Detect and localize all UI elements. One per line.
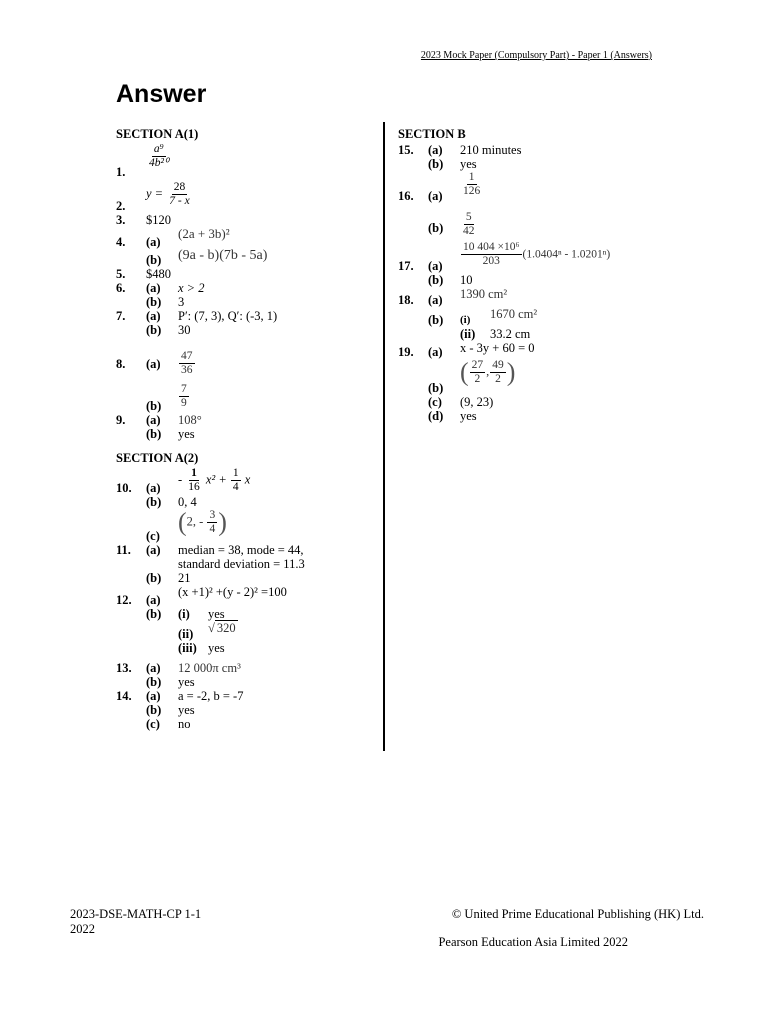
answer-q13b: (b) yes bbox=[146, 675, 195, 689]
answer-q8b: (b) $\frac{7}{9}$ bbox=[146, 383, 187, 413]
answer-q14b: (b) yes bbox=[146, 703, 195, 717]
answer-q12b-ii: (ii) √ 320 bbox=[178, 621, 236, 641]
answer-q6b: (b) 3 bbox=[146, 295, 185, 309]
footer-copyright-2: Pearson Education Asia Limited 2022 bbox=[438, 935, 628, 949]
left-column bbox=[116, 127, 378, 731]
fraction: $\frac{47}{36}$ bbox=[181, 350, 193, 376]
answer-q12b-iii: (iii) yes bbox=[178, 641, 225, 655]
answer-q18b-i: (b) (i) 1670 cm² bbox=[428, 307, 538, 327]
answer-q4b: (b) (9a - b)(7b - 5a) bbox=[146, 248, 268, 267]
right-column bbox=[398, 127, 668, 423]
answer-q10a: 10. (a) - $\frac{1}{16}$ x² + $\frac{1}{4}$ x bbox=[116, 467, 251, 495]
answer-q19a: 19. (a) x - 3y + 60 = 0 bbox=[398, 341, 535, 359]
answer-q7b: (b) 30 bbox=[146, 323, 191, 337]
answer-q19d: (d) yes bbox=[428, 409, 477, 423]
footer-paper-code: 2023-DSE-MATH-CP 1-1 bbox=[70, 907, 202, 921]
answer-q18b-ii: (ii) 33.2 cm bbox=[460, 327, 531, 341]
footer-year: 2022 bbox=[70, 922, 95, 936]
answer-q14a: 14. (a) a = -2, b = -7 bbox=[116, 689, 244, 703]
answer-q1: 1. $\frac{\text{a⁹}}{\text{4b²⁰}}$ bbox=[116, 143, 169, 179]
answer-q10c: (c) (2, - $\frac{3}{4}$ ) bbox=[146, 507, 227, 543]
answer-q16a: 16. (a) $\frac{1}{126}$ bbox=[398, 171, 481, 203]
fraction: $\frac{27}{2}$ bbox=[471, 359, 484, 385]
fraction: $\frac{1}{4}$ bbox=[232, 467, 239, 493]
answer-q11a-line2: standard deviation = 11.3 bbox=[178, 557, 305, 571]
column-divider bbox=[383, 122, 385, 751]
answer-q5: 5. $480 bbox=[116, 267, 171, 281]
fraction: $\frac{1}{16}$ bbox=[188, 467, 200, 493]
running-header: 2023 Mock Paper (Compulsory Part) - Paper 1 (Answers) bbox=[420, 50, 652, 61]
section-b-heading: SECTION B bbox=[398, 127, 466, 141]
answer-q12b-i: (b) (i) yes bbox=[146, 607, 225, 621]
answer-q15b: (b) yes bbox=[428, 157, 477, 171]
answer-q17b: (b) 10 bbox=[428, 273, 473, 287]
answer-q15a: 15. (a) 210 minutes bbox=[398, 143, 522, 157]
answer-q18a: 18. (a) 1390 cm² bbox=[398, 287, 508, 307]
answer-q16b: (b) $\frac{5}{42}$ bbox=[428, 211, 475, 237]
answer-q7a: 7. (a) P′: (7, 3), Q′: (-3, 1) bbox=[116, 309, 278, 323]
footer-copyright-1: © United Prime Educational Publishing (HK) Ltd. bbox=[451, 907, 704, 921]
answer-q10b: (b) 0, 4 bbox=[146, 495, 197, 509]
fraction: $\frac{5}{42}$ bbox=[463, 211, 475, 237]
answer-q11b: (b) 21 bbox=[146, 571, 191, 585]
answer-q6a: 6. (a) x > 2 bbox=[116, 281, 205, 295]
fraction: $\frac{49}{2}$ bbox=[492, 359, 504, 385]
answer-q17a: 17. (a) $\frac{\text{10 404 ×10⁶}}{203}$ (1.0404ⁿ - 1.0201ⁿ) bbox=[398, 241, 611, 273]
answer-q11a: 11. (a) median = 38, mode = 44, bbox=[116, 543, 304, 557]
answer-q3: 3. $120 bbox=[116, 213, 171, 227]
answer-q13a: 13. (a) 12 000π cm³ bbox=[116, 661, 241, 675]
fraction: $\frac{1}{126}$ bbox=[463, 171, 481, 197]
answer-q12a: 12. (a) (x +1)² +(y - 2)² =100 bbox=[116, 585, 287, 607]
answer-q4a: 4. (a) (2a + 3b)² bbox=[116, 226, 230, 249]
fraction: $\frac{\text{10 404 ×10⁶}}{203}$ bbox=[463, 241, 520, 267]
fraction: $\frac{\text{a⁹}}{\text{4b²⁰}}$ bbox=[149, 143, 169, 169]
footer-code bbox=[70, 907, 201, 937]
answer-q2: 2. y = $\frac{28}{7 - x}$ bbox=[116, 181, 190, 213]
answer-q14c: (c) no bbox=[146, 717, 191, 731]
answer-q19c: (c) (9, 23) bbox=[428, 395, 494, 409]
fraction: $\frac{7}{9}$ bbox=[181, 383, 187, 409]
answer-q9a: 9. (a) 108° bbox=[116, 413, 202, 427]
section-a1-heading: SECTION A(1) bbox=[116, 127, 199, 141]
fraction: $\frac{3}{4}$ bbox=[209, 509, 216, 535]
section-a2-heading: SECTION A(2) bbox=[116, 451, 199, 465]
answer-q8a: 8. (a) $\frac{47}{36}$ bbox=[116, 350, 193, 376]
fraction: $\frac{28}{7 - x}$ bbox=[169, 181, 190, 207]
answer-q19b: (b) ( $\frac{27}{2}$ , $\frac{49}{2}$ ) bbox=[428, 357, 516, 395]
page-title: Answer bbox=[116, 80, 207, 108]
answer-q9b: (b) yes bbox=[146, 427, 195, 441]
